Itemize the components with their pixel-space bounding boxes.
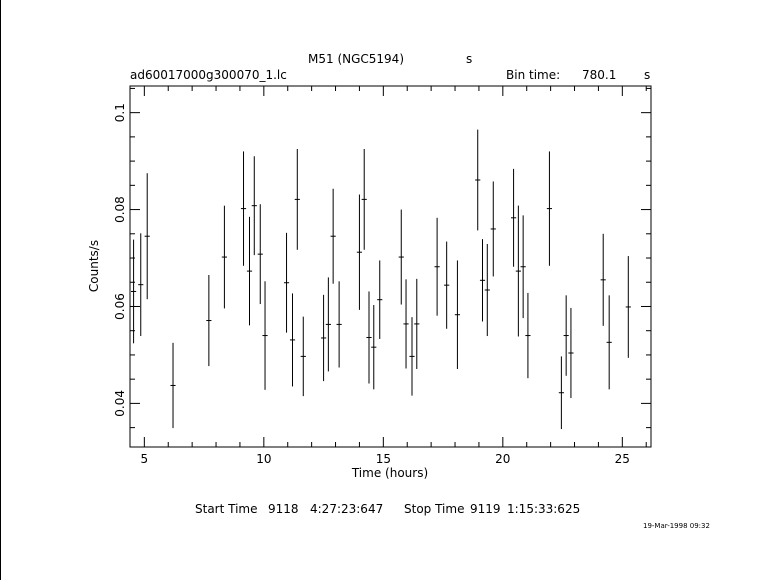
data-point bbox=[337, 281, 342, 367]
y-tick-label: 0.04 bbox=[113, 390, 127, 417]
stop-day: 9119 bbox=[470, 502, 501, 516]
data-point bbox=[290, 293, 295, 386]
x-tick-label: 10 bbox=[256, 452, 272, 466]
x-tick-label: 20 bbox=[495, 452, 511, 466]
data-point bbox=[516, 206, 521, 337]
data-point bbox=[371, 305, 376, 389]
data-point bbox=[547, 151, 552, 265]
x-tick-label: 15 bbox=[375, 452, 391, 466]
data-point bbox=[414, 279, 419, 369]
y-tick-label: 0.08 bbox=[113, 196, 127, 223]
y-tick-label: 0.06 bbox=[113, 293, 127, 320]
data-point bbox=[258, 204, 263, 304]
data-point bbox=[362, 149, 367, 250]
data-point bbox=[252, 156, 257, 255]
data-point bbox=[284, 233, 289, 333]
data-point bbox=[626, 256, 631, 358]
lightcurve-filename: ad60017000g300070_1.lc bbox=[130, 68, 287, 82]
stop-time-value: 1:15:33:625 bbox=[507, 502, 581, 516]
object-name: M51 (NGC5194) bbox=[308, 52, 404, 66]
data-point bbox=[262, 281, 267, 390]
bin-time-label: Bin time: bbox=[506, 68, 561, 82]
data-point bbox=[403, 279, 408, 368]
data-point bbox=[170, 343, 175, 428]
data-point bbox=[409, 317, 414, 395]
data-point bbox=[331, 189, 336, 284]
data-point bbox=[326, 277, 331, 371]
data-point bbox=[357, 195, 362, 310]
data-point bbox=[435, 218, 440, 316]
bin-time-unit: s bbox=[644, 68, 651, 82]
x-tick-label: 25 bbox=[614, 452, 630, 466]
data-point bbox=[321, 295, 326, 381]
data-point bbox=[377, 260, 382, 338]
data-point bbox=[131, 240, 136, 344]
x-axis-label: Time (hours) bbox=[351, 466, 429, 480]
data-point bbox=[145, 173, 150, 299]
data-point bbox=[138, 233, 143, 336]
start-time-value: 4:27:23:647 bbox=[310, 502, 384, 516]
plot-frame bbox=[130, 86, 651, 447]
data-point bbox=[511, 169, 516, 267]
data-point bbox=[399, 210, 404, 305]
start-day: 9118 bbox=[268, 502, 299, 516]
data-point bbox=[295, 149, 300, 250]
axis-ticks bbox=[130, 86, 651, 447]
data-point bbox=[241, 151, 246, 265]
data-point bbox=[475, 130, 480, 231]
bin-time-value: 780.1 bbox=[582, 68, 617, 82]
stop-time-label: Stop Time bbox=[404, 502, 465, 516]
data-point bbox=[568, 308, 573, 398]
data-point bbox=[607, 295, 612, 389]
start-time-label: Start Time bbox=[195, 502, 258, 516]
y-tick-label: 0.1 bbox=[113, 103, 127, 123]
axis-tick-labels bbox=[113, 103, 630, 466]
data-point bbox=[222, 206, 227, 309]
data-point bbox=[521, 215, 526, 318]
y-axis-label: Counts/s bbox=[87, 239, 101, 293]
x-tick-label: 5 bbox=[140, 452, 149, 466]
data-point bbox=[444, 242, 449, 329]
data-point bbox=[559, 356, 564, 429]
object-unit: s bbox=[466, 52, 473, 66]
data-point bbox=[525, 293, 530, 378]
plot-date-stamp: 19-Mar-1998 09:32 bbox=[643, 522, 710, 530]
data-point bbox=[455, 260, 460, 369]
data-points bbox=[131, 130, 631, 429]
data-point bbox=[366, 291, 371, 383]
data-point bbox=[491, 181, 496, 276]
data-point bbox=[480, 239, 485, 321]
data-point bbox=[247, 217, 252, 326]
data-point bbox=[206, 275, 211, 366]
data-point bbox=[485, 244, 490, 336]
data-point bbox=[564, 295, 569, 375]
data-point bbox=[301, 317, 306, 396]
data-point bbox=[601, 234, 606, 326]
